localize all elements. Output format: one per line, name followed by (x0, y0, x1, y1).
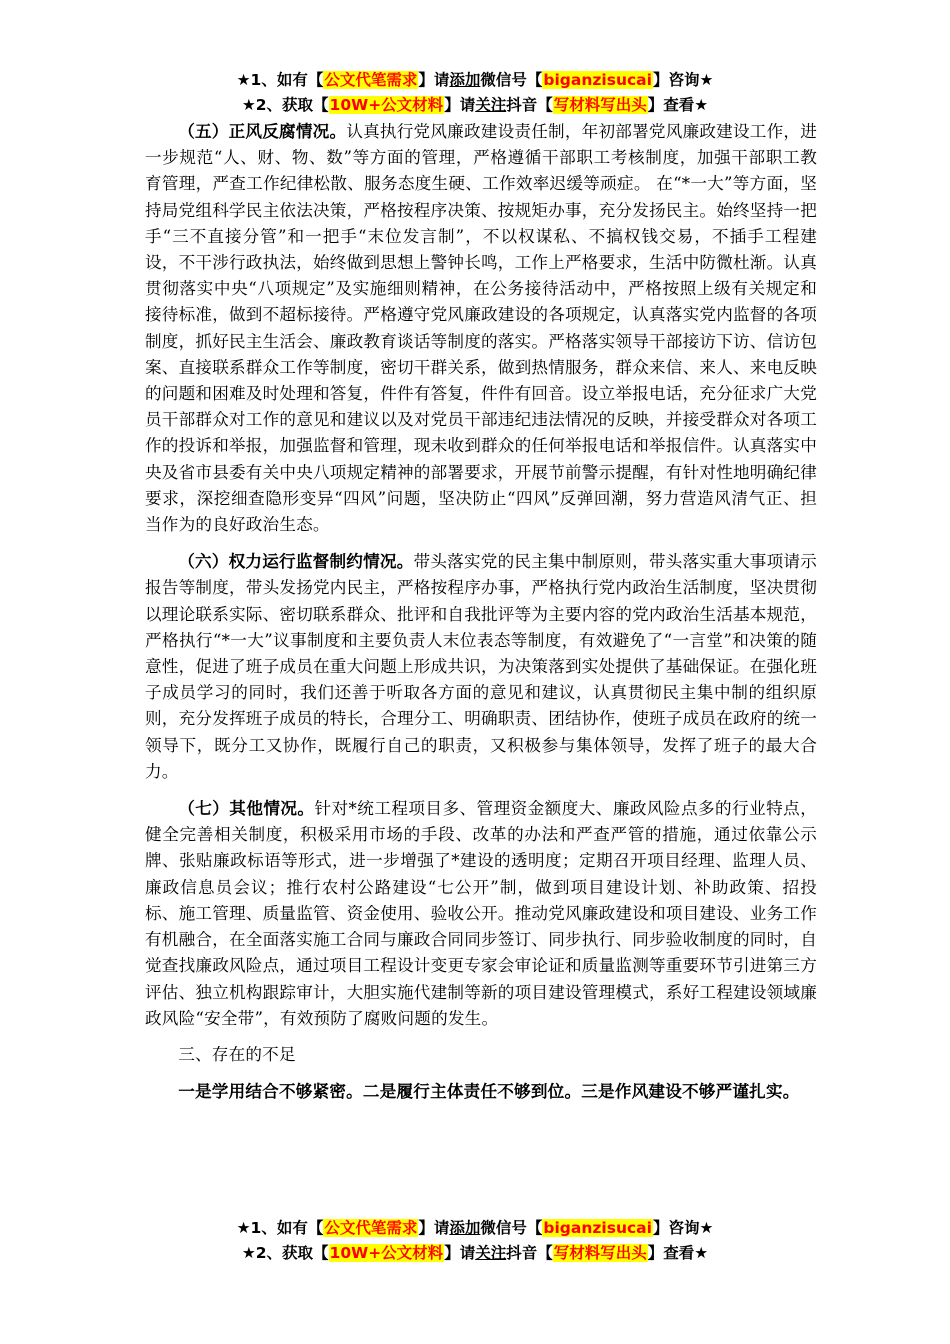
promo-text: ★1、如有【 (236, 71, 324, 89)
promo-banner-top (145, 68, 805, 118)
promo-text: 】咨询★ (652, 71, 714, 89)
promo-line-1 (145, 68, 805, 93)
section-6-text: 带头落实党的民主集中制原则，带头落实重大事项请示报告等制度，带头发扬党内民主，严格按程序办事，严格执行党内政治生活制度，坚决贯彻以理论联系实际、密切联系群众、批评和自我批评等为主要内容的党内政治生活基本规范，严格执行“*一大”议事制度和主要负责人末位表态等制度，有效避免了“一言堂”和决策的随意性，促进了班子成员在重大问题上形成共识，为决策落到实处提供了基础保证。在强化班子成员学习的同时，我们还善于听取各方面的意见和建议，认真贯彻民主集中制的组织原则，充分发挥班子成员的特长，合理分工、明确职责、团结协作，使班子成员在政府的统一领导下，既分工又协作，既履行自己的职责，又积极参与集体领导，发挥了班子的最大合力。 (145, 552, 817, 781)
promo-text: 】咨询★ (652, 1219, 714, 1237)
promo-highlight: 10W+公文材料 (329, 96, 444, 114)
promo-text: ★1、如有【 (236, 1219, 324, 1237)
promo-text: ★2、获取【 (241, 96, 329, 114)
promo-underlined: 关注 (475, 96, 507, 114)
promo-text: 抖音【 (506, 96, 553, 114)
section-6-heading: （六）权力运行监督制约情况。 (178, 551, 414, 572)
promo-text: 】查看★ (647, 1244, 709, 1262)
document-body (145, 118, 817, 1104)
promo-text: 】请 (444, 1244, 476, 1262)
promo-line-1 (145, 1216, 805, 1241)
promo-highlight: biganzisucai (543, 1219, 652, 1237)
promo-text: 】查看★ (647, 96, 709, 114)
section-6-paragraph (145, 548, 817, 785)
promo-underlined: 添加 (449, 71, 481, 89)
section-7-text: 针对*统工程项目多、管理资金额度大、廉政风险点多的行业特点，健全完善相关制度，积极采用市场的手段、改革的办法和严查严管的措施，通过依靠公示牌、张贴廉政标语等形式，进一步增强了*建设的透明度；定期召开项目经理、监理人员、廉政信息员会议；推行农村公路建设“七公开”制，做到项目建设计划、补助政策、招投标、施工管理、质量监管、资金使用、验收公开。推动党风廉政建设和项目建设、业务工作有机融合，在全面落实施工合同与廉政合同同步签订、同步执行、同步验收制度的同时，自觉查找廉政风险点，通过项目工程设计变更专家会审论证和质量监测等重要环节引进第三方评估、独立机构跟踪审计，大胆实施代建制等新的项目建设管理模式，系好工程建设领域廉政风险“安全带”，有效预防了腐败问题的发生。 (145, 799, 818, 1028)
section-3-title: 三、存在的不足 (178, 1044, 296, 1064)
promo-text: 】请 (418, 71, 450, 89)
promo-text: ★2、获取【 (241, 1244, 329, 1262)
promo-line-2 (145, 93, 805, 118)
promo-highlight: biganzisucai (543, 71, 652, 89)
section-5-text: 认真执行党风廉政建设责任制，年初部署党风廉政建设工作，进一步规范“人、财、物、数”等方面的管理，严格遵循干部职工考核制度，加强干部职工教育管理，严查工作纪律松散、服务态度生硬、工作效率迟缓等顽症。 在“*一大”等方面，坚持局党组科学民主依法决策，严格按程序决策、按规矩办事，充分发扬民主。始终坚持一把手“三不直接分管”和一把手“末位发言制”，不以权谋私、不搞权钱交易，不插手工程建设，不干涉行政执法，始终做到思想上警钟长鸣，工作上严格要求，生活中防微杜渐。认真贯彻落实中央“八项规定”及实施细则精神，在公务接待活动中，严格按照上级有关规定和接待标准，做到不超标接待。严格遵守党风廉政建设的各项规定，认真落实党内监督的各项制度，抓好民主生活会、廉政教育谈话等制度的落实。严格落实领导干部接访下访、信访包案、直接联系群众工作等制度，密切干群关系，做到热情服务，群众来信、来人、来电反映的问题和困难及时处理和答复，件件有答复，件件有回音。设立举报电话，充分征求广大党员干部群众对工作的意见和建议以及对党员干部违纪违法情况的反映，并接受群众对各项工作的投诉和举报，加强监督和管理，现未收到群众的任何举报电话和举报信件。认真落实中央及省市县委有关中央八项规定精神的部署要求，开展节前警示提醒，有针对性地明确纪律要求，深挖细查隐形变异“四风”问题，坚决防止“四风”反弹回潮，努力营造风清气正、担当作为的良好政治生态。 (145, 122, 818, 535)
promo-text: 】请 (418, 1219, 450, 1237)
promo-highlight: 写材料写出头 (553, 96, 647, 114)
promo-text: 微信号【 (480, 1219, 543, 1237)
promo-text: 】请 (444, 96, 476, 114)
promo-line-2 (145, 1241, 805, 1266)
section-5-paragraph (145, 118, 817, 538)
conclusion-paragraph: 一是学用结合不够紧密。二是履行主体责任不够到位。三是作风建设不够严谨扎实。 (178, 1081, 800, 1102)
promo-text: 抖音【 (506, 1244, 553, 1262)
promo-highlight: 公文代笔需求 (324, 1219, 418, 1237)
promo-highlight: 写材料写出头 (553, 1244, 647, 1262)
promo-highlight: 10W+公文材料 (329, 1244, 444, 1262)
section-7-heading: （七）其他情况。 (178, 798, 315, 819)
promo-underlined: 添加 (449, 1219, 481, 1237)
section-5-heading: （五）正风反腐情况。 (178, 121, 347, 141)
promo-text: 微信号【 (480, 71, 543, 89)
section-7-paragraph (145, 795, 817, 1032)
promo-banner-bottom (145, 1216, 805, 1266)
promo-underlined: 关注 (475, 1244, 507, 1262)
promo-highlight: 公文代笔需求 (324, 71, 418, 89)
